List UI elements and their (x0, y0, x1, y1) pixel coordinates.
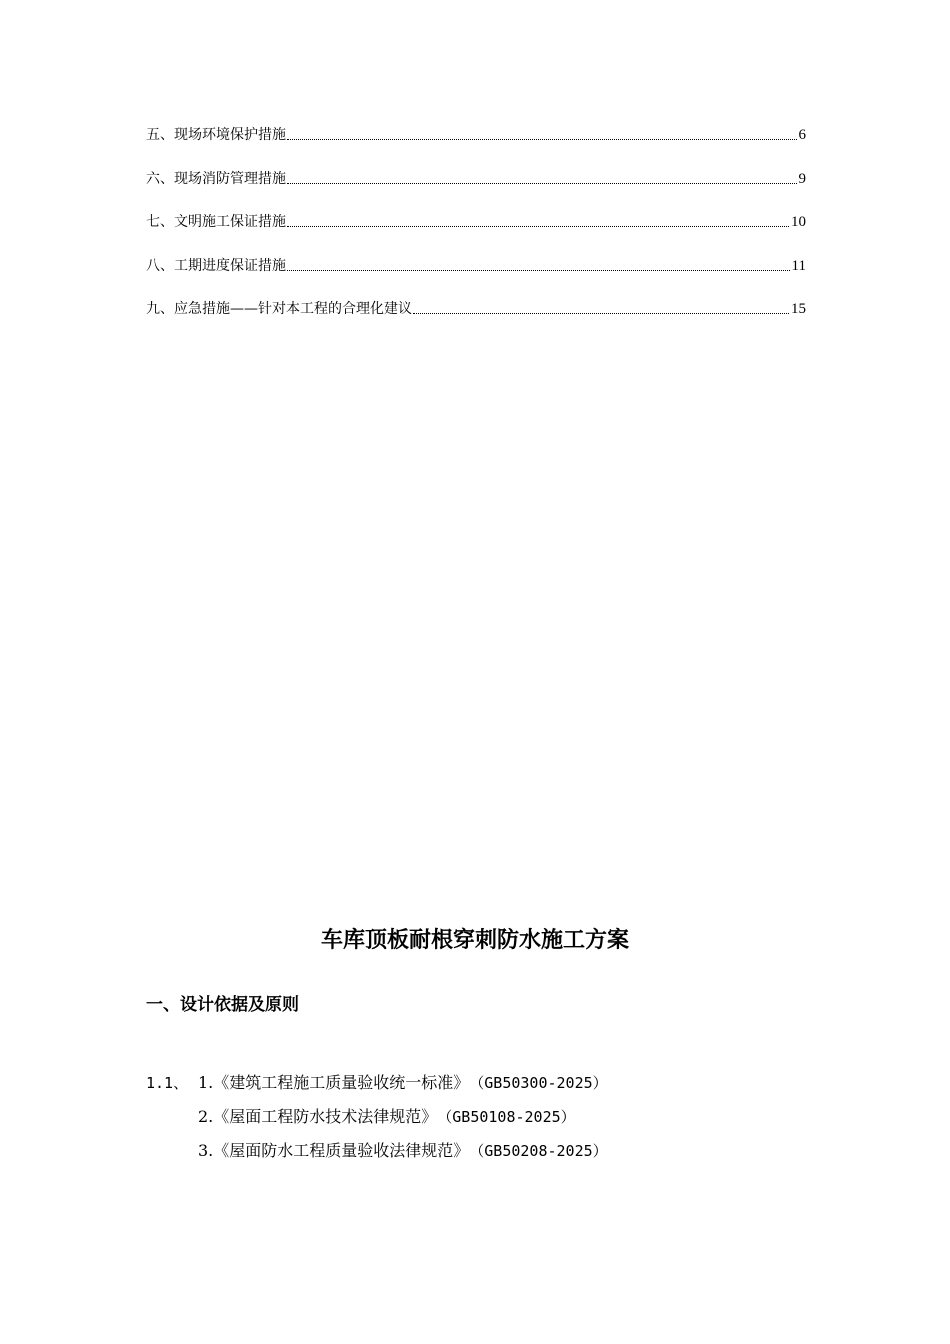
toc-entry[interactable] (146, 124, 806, 146)
toc-entry-text: 九、应急措施——针对本工程的合理化建议 (146, 301, 412, 317)
toc-page-number: 11 (791, 257, 806, 274)
list-item (146, 1068, 846, 1102)
reference-list (146, 1068, 846, 1170)
toc-entry-text: 七、文明施工保证措施 (146, 214, 286, 230)
toc-entry[interactable] (146, 298, 806, 320)
list-item (146, 1136, 846, 1170)
reference-code: （GB50208-2025） (469, 1142, 608, 1160)
toc-entry-text: 五、现场环境保护措施 (146, 127, 286, 143)
toc-page-number: 9 (798, 170, 806, 187)
toc-entry-text: 六、现场消防管理措施 (146, 170, 286, 187)
toc-page-number: 10 (791, 214, 806, 230)
toc-dot-leader (287, 226, 789, 227)
reference-title: 1.《建筑工程施工质量验收统一标准》 (198, 1073, 470, 1092)
section-heading: 一、设计依据及原则 (146, 995, 299, 1015)
reference-title: 2.《屋面工程防水技术法律规范》 (198, 1107, 438, 1126)
toc-dot-leader (287, 270, 790, 271)
list-number-prefix: 1.1、 (146, 1074, 189, 1092)
reference-code: （GB50300-2025） (469, 1074, 608, 1092)
toc-page-number: 6 (798, 127, 806, 143)
toc-entry-text: 八、工期进度保证措施 (146, 257, 286, 274)
toc-entry[interactable] (146, 211, 806, 233)
toc-entry[interactable] (146, 255, 806, 277)
document-title: 车库顶板耐根穿刺防水施工方案 (320, 927, 629, 953)
toc-dot-leader (287, 139, 797, 140)
table-of-contents (146, 124, 806, 342)
toc-dot-leader (287, 183, 797, 184)
list-item (146, 1102, 846, 1136)
list-indent (146, 1102, 198, 1136)
list-indent (146, 1136, 198, 1170)
toc-page-number: 15 (791, 301, 806, 317)
reference-code: （GB50108-2025） (437, 1108, 576, 1126)
toc-entry[interactable] (146, 168, 806, 190)
reference-title: 3.《屋面防水工程质量验收法律规范》 (198, 1141, 470, 1160)
toc-dot-leader (413, 313, 789, 314)
